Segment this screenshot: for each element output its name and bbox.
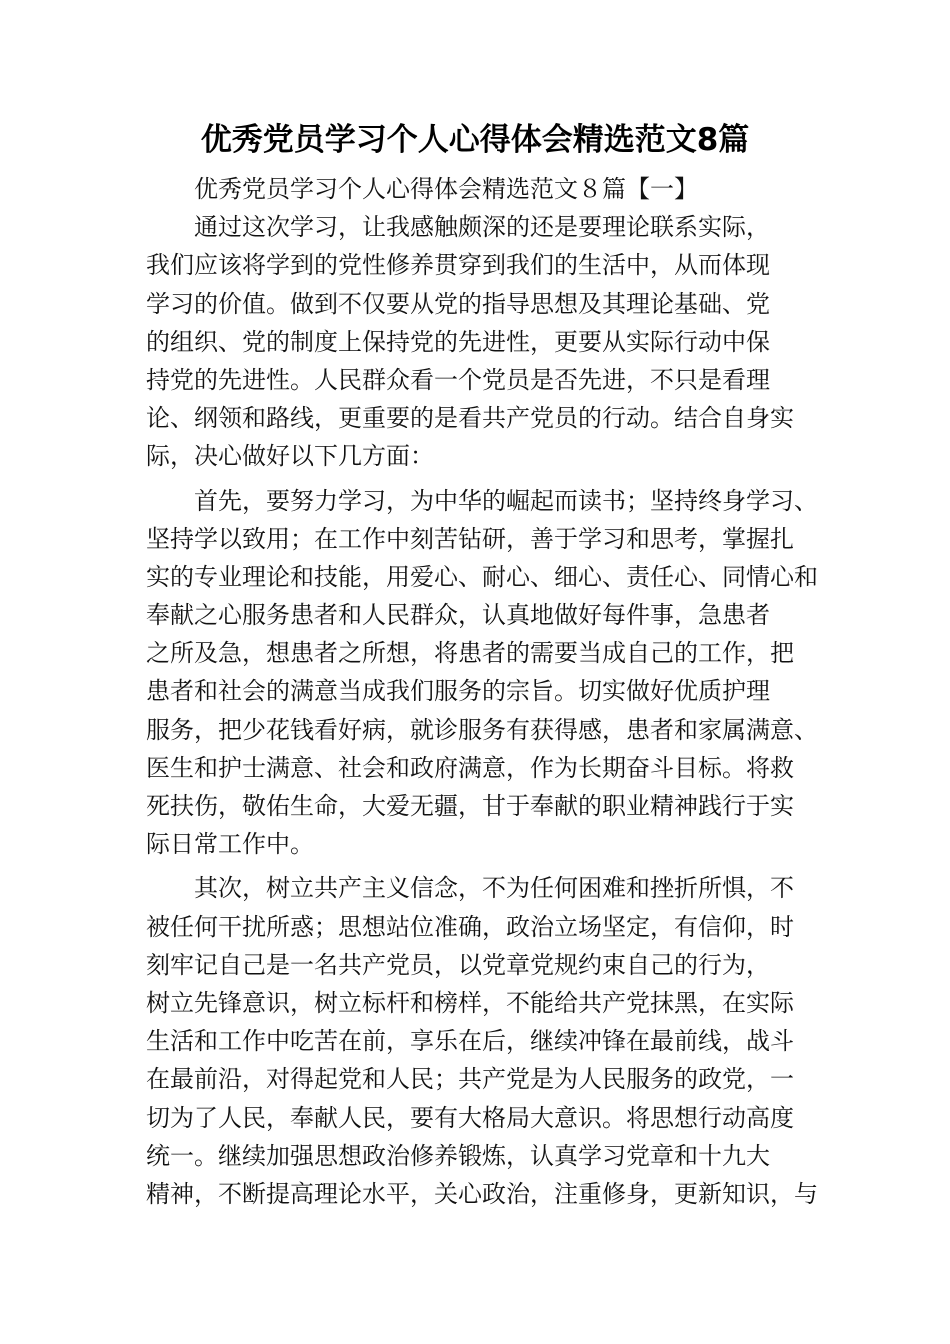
paragraph-line: 患者和社会的满意当成我们服务的宗旨。切实做好优质护理: [146, 677, 770, 706]
paragraph-line: 精神，不断提高理论水平，关心政治，注重修身，更新知识，与: [146, 1179, 818, 1208]
paragraph-line: 统一。继续加强思想政治修养锻炼，认真学习党章和十九大: [146, 1141, 770, 1170]
document-title: 优秀党员学习个人心得体会精选范文8篇: [200, 122, 750, 158]
paragraph-line: 持党的先进性。人民群众看一个党员是否先进，不只是看理: [146, 365, 770, 394]
paragraph-line: 的组织、党的制度上保持党的先进性，更要从实际行动中保: [146, 327, 770, 356]
paragraph-line: 实的专业理论和技能，用爱心、耐心、细心、责任心、同情心和: [146, 562, 818, 591]
paragraph-line: 生活和工作中吃苦在前，享乐在后，继续冲锋在最前线，战斗: [146, 1027, 794, 1056]
paragraph-line: 在最前沿，对得起党和人民；共产党是为人民服务的政党，一: [146, 1065, 794, 1094]
paragraph-line: 切为了人民，奉献人民，要有大格局大意识。将思想行动高度: [146, 1103, 794, 1132]
paragraph-line: 际日常工作中。: [146, 830, 314, 859]
paragraph-line: 服务，把少花钱看好病，就诊服务有获得感，患者和家属满意、: [146, 715, 818, 744]
paragraph-line: 际，决心做好以下几方面：: [146, 442, 434, 471]
paragraph-line: 之所及急，想患者之所想，将患者的需要当成自己的工作，把: [146, 639, 794, 668]
paragraph-line: 医生和护士满意、社会和政府满意，作为长期奋斗目标。将救: [146, 753, 794, 782]
paragraph-line: 学习的价值。做到不仅要从党的指导思想及其理论基础、党: [146, 289, 770, 318]
paragraph-line: 首先，要努力学习，为中华的崛起而读书；坚持终身学习、: [194, 486, 818, 515]
section-heading: 优秀党员学习个人心得体会精选范文８篇【一】: [194, 175, 698, 203]
paragraph-line: 坚持学以致用；在工作中刻苦钻研，善于学习和思考，掌握扎: [146, 524, 794, 553]
paragraph-line: 我们应该将学到的党性修养贯穿到我们的生活中，从而体现: [146, 251, 770, 280]
paragraph-line: 其次，树立共产主义信念，不为任何困难和挫折所惧，不: [194, 874, 794, 903]
paragraph-line: 死扶伤，敬佑生命，大爱无疆，甘于奉献的职业精神践行于实: [146, 792, 794, 820]
paragraph-line: 刻牢记自己是一名共产党员，以党章党规约束自己的行为，: [146, 950, 770, 979]
paragraph-line: 奉献之心服务患者和人民群众，认真地做好每件事，急患者: [146, 601, 770, 630]
paragraph-line: 论、纲领和路线，更重要的是看共产党员的行动。结合自身实: [146, 404, 794, 433]
document-body: [146, 170, 818, 1213]
paragraph-line: 被任何干扰所惑；思想站位准确，政治立场坚定，有信仰，时: [146, 912, 794, 941]
paragraph-line: 通过这次学习，让我感触颇深的还是要理论联系实际，: [194, 213, 770, 242]
paragraph-line: 树立先锋意识，树立标杆和榜样，不能给共产党抹黑，在实际: [146, 988, 794, 1017]
